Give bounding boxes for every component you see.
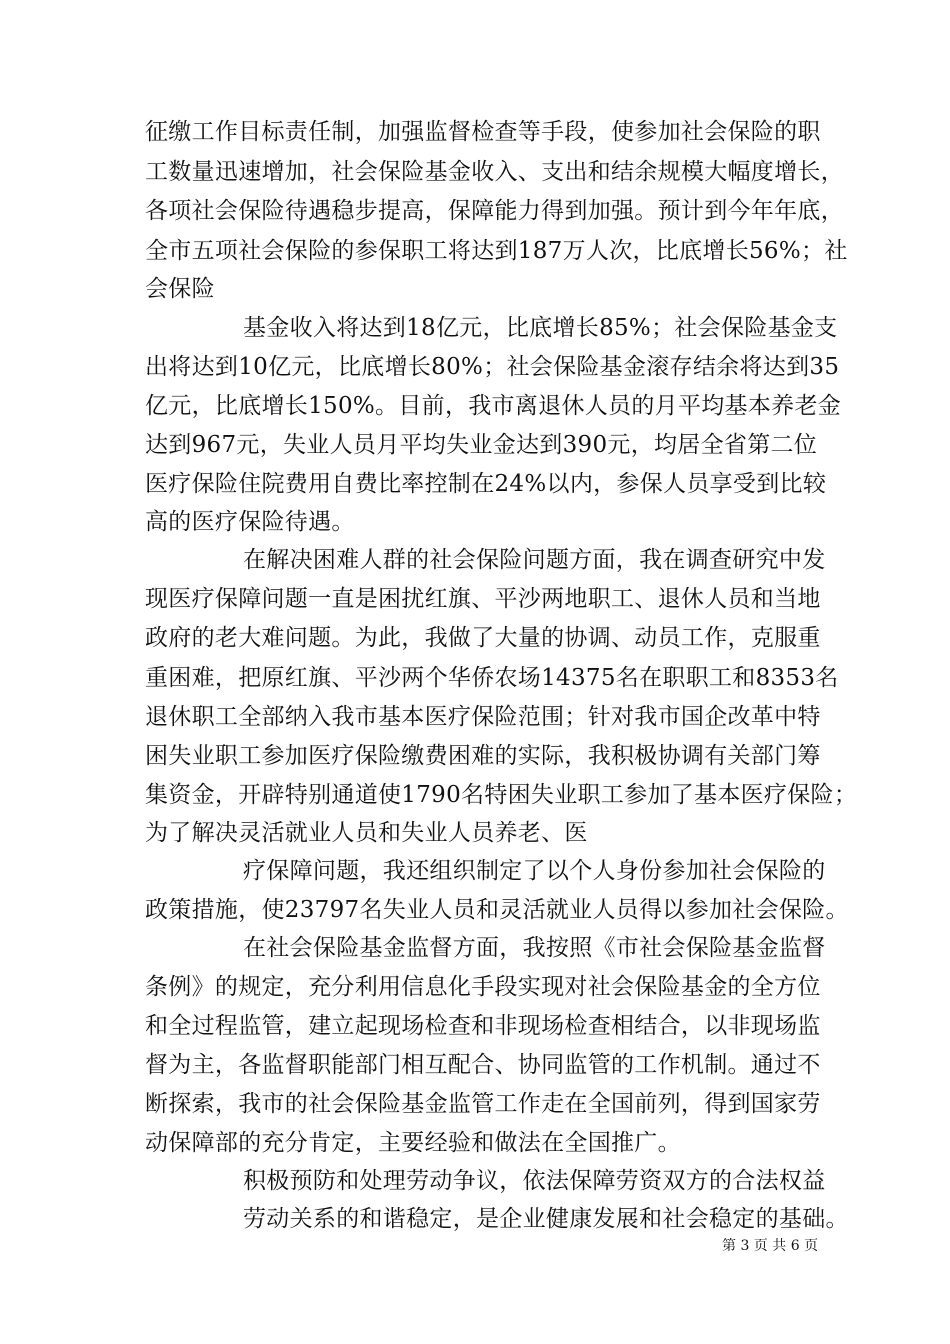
text-line: 亿元，比底增长150%。目前，我市离退休人员的月平均基本养老金 <box>145 393 842 419</box>
text-line: 基金收入将达到18亿元，比底增长85%；社会保险基金支 <box>243 315 838 341</box>
text-line: 断探索，我市的社会保险基金监管工作走在全国前列，得到国家劳 <box>145 1091 821 1117</box>
text-line: 在社会保险基金监督方面，我按照《市社会保险基金监督 <box>243 935 826 961</box>
text-line: 高的医疗保险待遇。 <box>145 509 355 535</box>
text-line: 疗保障问题，我还组织制定了以个人身份参加社会保险的 <box>243 858 826 884</box>
text-line: 动保障部的充分肯定，主要经验和做法在全国推广。 <box>145 1130 681 1156</box>
text-line: 退休职工全部纳入我市基本医疗保险范围；针对我市国企改革中特 <box>145 704 821 730</box>
text-line: 劳动关系的和谐稳定，是企业健康发展和社会稳定的基础。 <box>243 1206 849 1232</box>
text-line: 困失业职工参加医疗保险缴费困难的实际，我积极协调有关部门筹 <box>145 743 821 769</box>
text-line: 工数量迅速增加，社会保险基金收入、支出和结余规模大幅度增长， <box>145 159 844 185</box>
text-line: 各项社会保险待遇稳步提高，保障能力得到加强。预计到今年年底， <box>145 198 844 224</box>
text-line: 在解决困难人群的社会保险问题方面，我在调查研究中发 <box>243 547 826 573</box>
text-line: 会保险 <box>145 276 215 302</box>
page-number: 第 3 页 共 6 页 <box>722 1238 819 1254</box>
text-line: 现医疗保障问题一直是困扰红旗、平沙两地职工、退休人员和当地 <box>145 586 821 612</box>
text-line: 全市五项社会保险的参保职工将达到187万人次，比底增长56%；社 <box>145 238 848 264</box>
text-line: 和全过程监管，建立起现场检查和非现场检查相结合，以非现场监 <box>145 1013 821 1039</box>
text-line: 政策措施，使23797名失业人员和灵活就业人员得以参加社会保险。 <box>145 897 849 923</box>
text-line: 医疗保险住院费用自费比率控制在24%以内，参保人员享受到比较 <box>145 471 827 497</box>
text-line: 条例》的规定，充分利用信息化手段实现对社会保险基金的全方位 <box>145 974 821 1000</box>
text-line: 政府的老大难问题。为此，我做了大量的协调、动员工作，克服重 <box>145 625 821 651</box>
text-line: 达到967元，失业人员月平均失业金达到390元，均居全省第二位 <box>145 432 818 458</box>
text-line: 重困难，把原红旗、平沙两个华侨农场14375名在职职工和8353名 <box>145 665 839 691</box>
text-line: 为了解决灵活就业人员和失业人员养老、医 <box>145 820 588 846</box>
text-line: 督为主，各监督职能部门相互配合、协同监管的工作机制。通过不 <box>145 1052 821 1078</box>
text-line: 积极预防和处理劳动争议，依法保障劳资双方的合法权益 <box>243 1168 826 1194</box>
text-line: 出将达到10亿元，比底增长80%；社会保险基金滚存结余将达到35 <box>145 354 840 380</box>
text-line: 征缴工作目标责任制，加强监督检查等手段，使参加社会保险的职 <box>145 119 821 145</box>
text-line: 集资金，开辟特别通道使1790名特困失业职工参加了基本医疗保险； <box>145 782 858 808</box>
